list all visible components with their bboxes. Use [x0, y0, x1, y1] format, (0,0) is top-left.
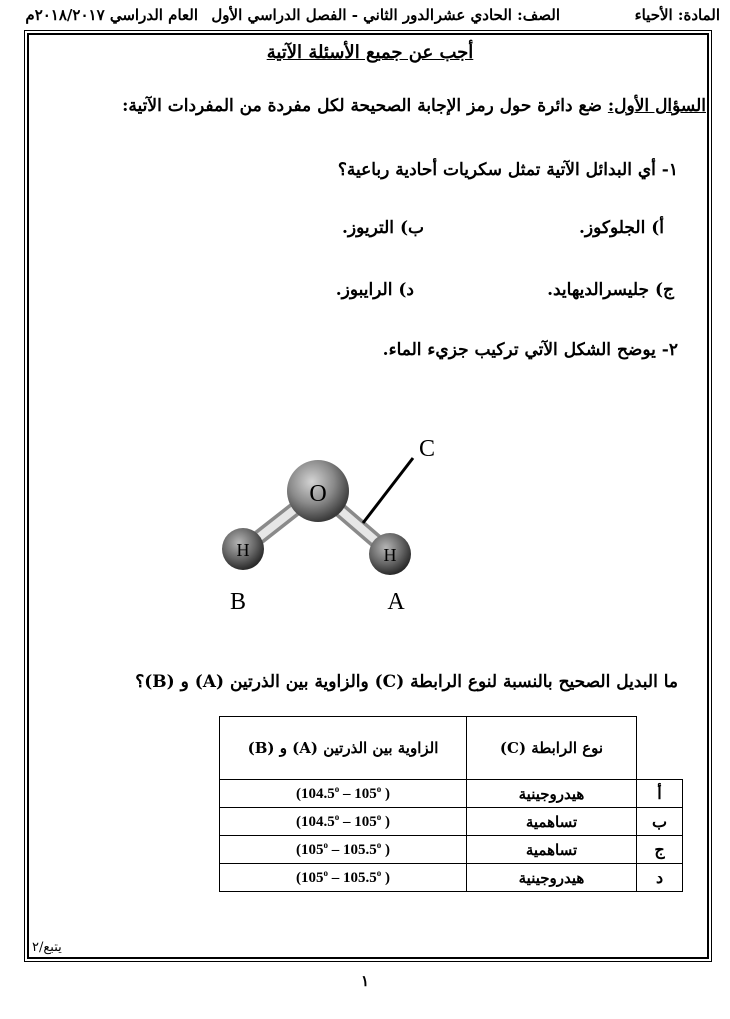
label-c: C: [418, 436, 436, 462]
row-letter[interactable]: ب: [637, 808, 683, 836]
header-bond-type: نوع الرابطة (C): [467, 717, 637, 780]
grade-label: الصف: الحادي عشر: [434, 6, 560, 24]
oxygen-symbol: O: [309, 481, 327, 507]
page-number: ١: [360, 972, 370, 990]
question1-heading: [122, 96, 706, 116]
item1-option-c: ج) جليسرالديهايد.: [547, 280, 674, 300]
item2-question: ما البديل الصحيح بالنسبة لنوع الرابطة (C) والزاوية بين الذرتين (A) و (B)؟: [135, 672, 678, 692]
row-bond-type: هيدروجينية: [467, 864, 637, 892]
table-row: [220, 780, 683, 808]
item1-stem: ١- أي البدائل الآتية تمثل سكريات أحادية رباعية؟: [337, 160, 678, 180]
row-letter[interactable]: د: [637, 864, 683, 892]
table-header-row: [220, 717, 683, 780]
hydrogen-symbol-left: H: [236, 540, 250, 560]
row-angle: (104.5$^o$ – 105$^o$ ): [220, 808, 467, 836]
table-row: [220, 808, 683, 836]
row-bond-type: تساهمية: [467, 808, 637, 836]
label-b: B: [229, 589, 247, 615]
hydrogen-symbol-right: H: [383, 545, 397, 565]
page-title: أجب عن جميع الأسئلة الآتية: [266, 42, 474, 63]
row-letter[interactable]: ج: [637, 836, 683, 864]
row-angle: (105$^o$ – 105.5$^o$ ): [220, 864, 467, 892]
subject-label: المادة: الأحياء: [634, 6, 720, 24]
session-label: الدور الثاني - الفصل الدراسي الأول: [211, 6, 434, 24]
header-blank-cell: [637, 717, 683, 780]
header-angle: الزاوية بين الذرتين (A) و (B): [220, 717, 467, 780]
water-molecule-diagram: [200, 425, 460, 625]
row-angle: (105$^o$ – 105.5$^o$ ): [220, 836, 467, 864]
row-angle: (104.5$^o$ – 105$^o$ ): [220, 780, 467, 808]
row-letter[interactable]: أ: [637, 780, 683, 808]
question1-label: السؤال الأول:: [607, 96, 706, 116]
item1-option-a: أ) الجلوكوز.: [579, 218, 664, 238]
row-bond-type: تساهمية: [467, 836, 637, 864]
label-a: A: [387, 589, 405, 615]
row-bond-type: هيدروجينية: [467, 780, 637, 808]
item1-option-d: د) الرايبوز.: [335, 280, 414, 300]
continue-note: يتبع/٢: [32, 940, 62, 955]
question1-instruction: ضع دائرة حول رمز الإجابة الصحيحة لكل مفردة من المفردات الآتية:: [122, 96, 608, 116]
label-c-pointer: [363, 458, 413, 523]
table-row: [220, 864, 683, 892]
answer-options-table: [219, 716, 683, 892]
table-row: [220, 836, 683, 864]
year-label: العام الدراسي ٢٠١٨/٢٠١٧م: [25, 6, 198, 24]
item1-option-b: ب) التريوز.: [341, 218, 424, 238]
item2-stem: ٢- يوضح الشكل الآتي تركيب جزيء الماء.: [382, 340, 678, 360]
